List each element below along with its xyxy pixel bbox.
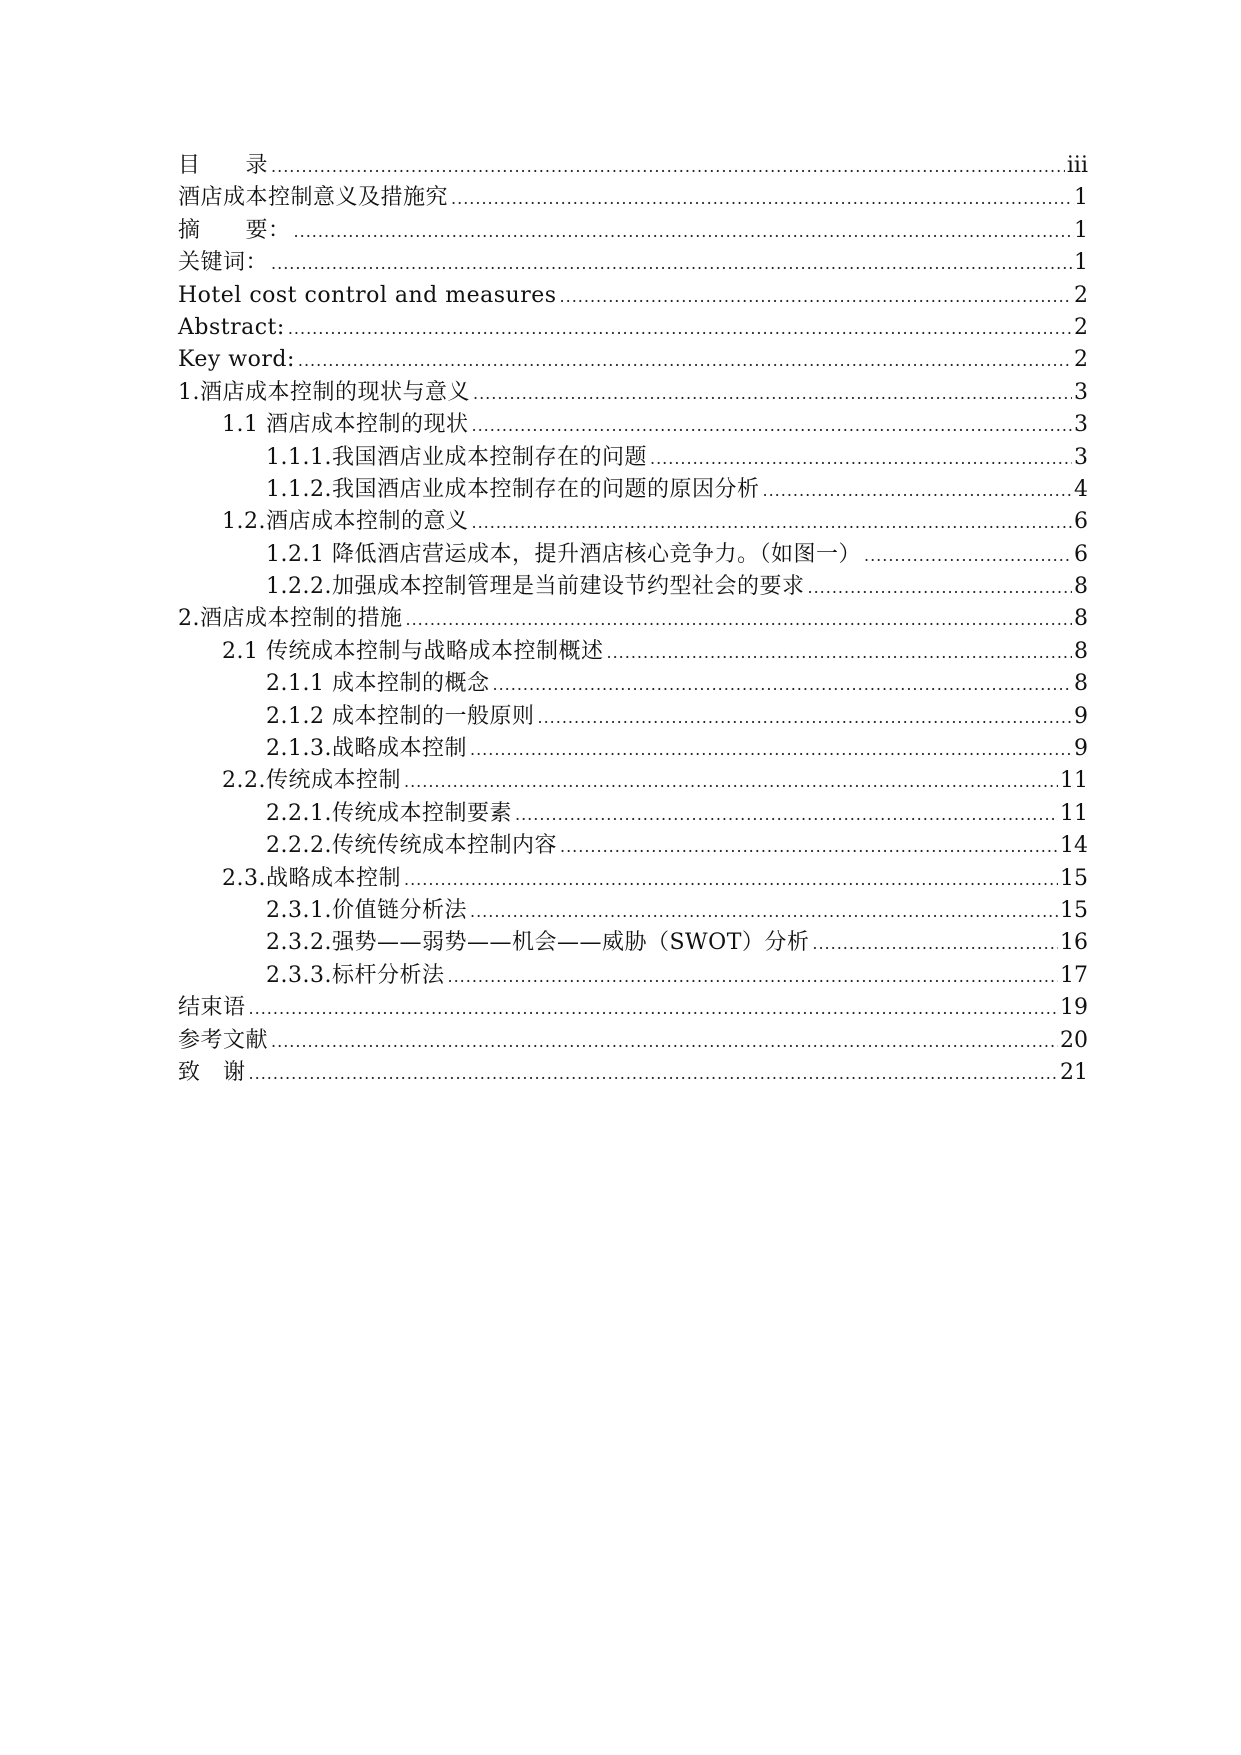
toc-entry[interactable] xyxy=(178,668,1088,700)
toc-entry-page-number: 17 xyxy=(1060,962,1088,988)
dot-leader xyxy=(473,378,1072,410)
toc-entry-page-number: 8 xyxy=(1074,638,1088,664)
toc-entry[interactable] xyxy=(178,409,1088,441)
toc-entry-title: 1.2.1 降低酒店营运成本，提升酒店核心竞争力。（如图一） xyxy=(266,541,861,567)
toc-entry-title: 2.2.1.传统成本控制要素 xyxy=(266,800,512,826)
dot-leader xyxy=(271,151,1065,183)
dot-leader xyxy=(470,734,1072,766)
dot-leader xyxy=(288,313,1072,345)
toc-entry-title: 2.酒店成本控制的措施 xyxy=(178,606,403,632)
toc-entry-title: 1.2.酒店成本控制的意义 xyxy=(222,509,469,535)
dot-leader xyxy=(807,572,1072,604)
toc-entry-page-number: 1 xyxy=(1074,185,1088,211)
dot-leader xyxy=(404,864,1058,896)
toc-entry-page-number: 11 xyxy=(1060,768,1088,794)
toc-entry[interactable] xyxy=(178,701,1088,733)
toc-entry-page-number: 8 xyxy=(1074,574,1088,600)
toc-entry-title: 关键词： xyxy=(178,250,269,276)
toc-entry[interactable] xyxy=(178,474,1088,506)
toc-entry[interactable] xyxy=(178,765,1088,797)
toc-entry-page-number: 4 xyxy=(1074,476,1088,502)
toc-entry[interactable] xyxy=(178,992,1088,1024)
toc-entry-title: 2.2.传统成本控制 xyxy=(222,768,401,794)
toc-entry[interactable] xyxy=(178,280,1088,312)
dot-leader xyxy=(471,507,1072,539)
toc-entry-title: 1.酒店成本控制的现状与意义 xyxy=(178,379,470,405)
toc-entry-page-number: 14 xyxy=(1060,833,1088,859)
dot-leader xyxy=(271,248,1072,280)
dot-leader xyxy=(812,928,1058,960)
toc-entry[interactable] xyxy=(178,150,1088,182)
toc-entry[interactable] xyxy=(178,182,1088,214)
toc-entry[interactable] xyxy=(178,377,1088,409)
dot-leader xyxy=(249,993,1058,1025)
toc-entry-title: 参考文献 xyxy=(178,1027,269,1053)
toc-entry[interactable] xyxy=(178,830,1088,862)
toc-entry-page-number: 15 xyxy=(1060,865,1088,891)
toc-entry-title: 摘 要： xyxy=(178,217,291,243)
toc-entry-page-number: 6 xyxy=(1074,541,1088,567)
toc-entry[interactable] xyxy=(178,863,1088,895)
toc-entry[interactable] xyxy=(178,344,1088,376)
dot-leader xyxy=(271,1026,1058,1058)
dot-leader xyxy=(650,443,1072,475)
dot-leader xyxy=(298,345,1072,377)
toc-entry-title: 2.3.3.标杆分析法 xyxy=(266,962,445,988)
toc-entry-page-number: iii xyxy=(1066,153,1088,178)
toc-entry[interactable] xyxy=(178,1057,1088,1089)
dot-leader xyxy=(404,766,1058,798)
dot-leader xyxy=(864,540,1072,572)
toc-entry[interactable] xyxy=(178,895,1088,927)
toc-entry-title: 结束语 xyxy=(178,995,246,1021)
toc-entry-title: 2.3.1.价值链分析法 xyxy=(266,897,467,923)
toc-entry-title: 2.2.2.传统传统成本控制内容 xyxy=(266,833,557,859)
toc-entry-title: Abstract: xyxy=(178,314,285,340)
dot-leader xyxy=(515,799,1058,831)
toc-entry-page-number: 3 xyxy=(1074,444,1088,470)
toc-entry-page-number: 2 xyxy=(1074,282,1088,308)
toc-entry[interactable] xyxy=(178,571,1088,603)
toc-entry[interactable] xyxy=(178,960,1088,992)
dot-leader xyxy=(447,961,1058,993)
toc-entry[interactable] xyxy=(178,442,1088,474)
toc-entry[interactable] xyxy=(178,603,1088,635)
toc-entry[interactable] xyxy=(178,215,1088,247)
toc-entry-title: Key word: xyxy=(178,347,295,373)
toc-entry-page-number: 8 xyxy=(1074,606,1088,632)
toc-entry-page-number: 20 xyxy=(1060,1027,1088,1053)
toc-entry-page-number: 21 xyxy=(1060,1059,1088,1085)
toc-entry-title: 2.3.战略成本控制 xyxy=(222,865,401,891)
toc-entry-title: 1.1.2.我国酒店业成本控制存在的问题的原因分析 xyxy=(266,476,760,502)
toc-entry-page-number: 2 xyxy=(1074,314,1088,340)
dot-leader xyxy=(249,1058,1058,1090)
toc-entry[interactable] xyxy=(178,539,1088,571)
dot-leader xyxy=(451,183,1072,215)
toc-entry-page-number: 3 xyxy=(1074,379,1088,405)
toc-entry-page-number: 9 xyxy=(1074,736,1088,762)
toc-entry-title: 1.1 酒店成本控制的现状 xyxy=(222,412,469,438)
toc-entry-page-number: 9 xyxy=(1074,703,1088,729)
toc-entry-page-number: 3 xyxy=(1074,412,1088,438)
dot-leader xyxy=(606,637,1072,669)
dot-leader xyxy=(471,410,1072,442)
toc-entry-title: 1.2.2.加强成本控制管理是当前建设节约型社会的要求 xyxy=(266,574,805,600)
toc-entry-page-number: 1 xyxy=(1074,250,1088,276)
dot-leader xyxy=(560,831,1058,863)
toc-entry-page-number: 2 xyxy=(1074,347,1088,373)
toc-entry-title: 1.1.1.我国酒店业成本控制存在的问题 xyxy=(266,444,647,470)
toc-entry-title: 目 录 xyxy=(178,153,269,178)
toc-entry-title: 2.1 传统成本控制与战略成本控制概述 xyxy=(222,638,604,664)
toc-entry-page-number: 16 xyxy=(1060,930,1088,956)
toc-entry-title: 酒店成本控制意义及措施究 xyxy=(178,185,449,211)
toc-entry-page-number: 1 xyxy=(1074,217,1088,243)
toc-entry-title: 致 谢 xyxy=(178,1059,246,1085)
toc-entry[interactable] xyxy=(178,247,1088,279)
dot-leader xyxy=(537,702,1072,734)
toc-entry-page-number: 19 xyxy=(1060,995,1088,1021)
toc-entry-page-number: 11 xyxy=(1060,800,1088,826)
toc-entry[interactable] xyxy=(178,506,1088,538)
dot-leader xyxy=(492,669,1072,701)
toc-entry-title: 2.1.2 成本控制的一般原则 xyxy=(266,703,535,729)
dot-leader xyxy=(560,281,1072,313)
toc-entry[interactable] xyxy=(178,636,1088,668)
toc-entry-page-number: 8 xyxy=(1074,671,1088,697)
toc-entry-page-number: 15 xyxy=(1060,897,1088,923)
toc-entry-page-number: 6 xyxy=(1074,509,1088,535)
toc-entry-title: 2.3.2.强势——弱势——机会——威胁（SWOT）分析 xyxy=(266,930,810,956)
dot-leader xyxy=(762,475,1072,507)
dot-leader xyxy=(470,896,1058,928)
toc-entry-title: 2.1.3.战略成本控制 xyxy=(266,736,467,762)
toc-entry[interactable] xyxy=(178,798,1088,830)
toc-entry[interactable] xyxy=(178,927,1088,959)
toc-entry-title: 2.1.1 成本控制的概念 xyxy=(266,671,490,697)
toc-entry-title: Hotel cost control and measures xyxy=(178,282,557,308)
dot-leader xyxy=(294,216,1072,248)
dot-leader xyxy=(406,604,1073,636)
table-of-contents xyxy=(178,150,1088,1089)
toc-entry[interactable] xyxy=(178,733,1088,765)
toc-entry[interactable] xyxy=(178,312,1088,344)
toc-entry[interactable] xyxy=(178,1025,1088,1057)
